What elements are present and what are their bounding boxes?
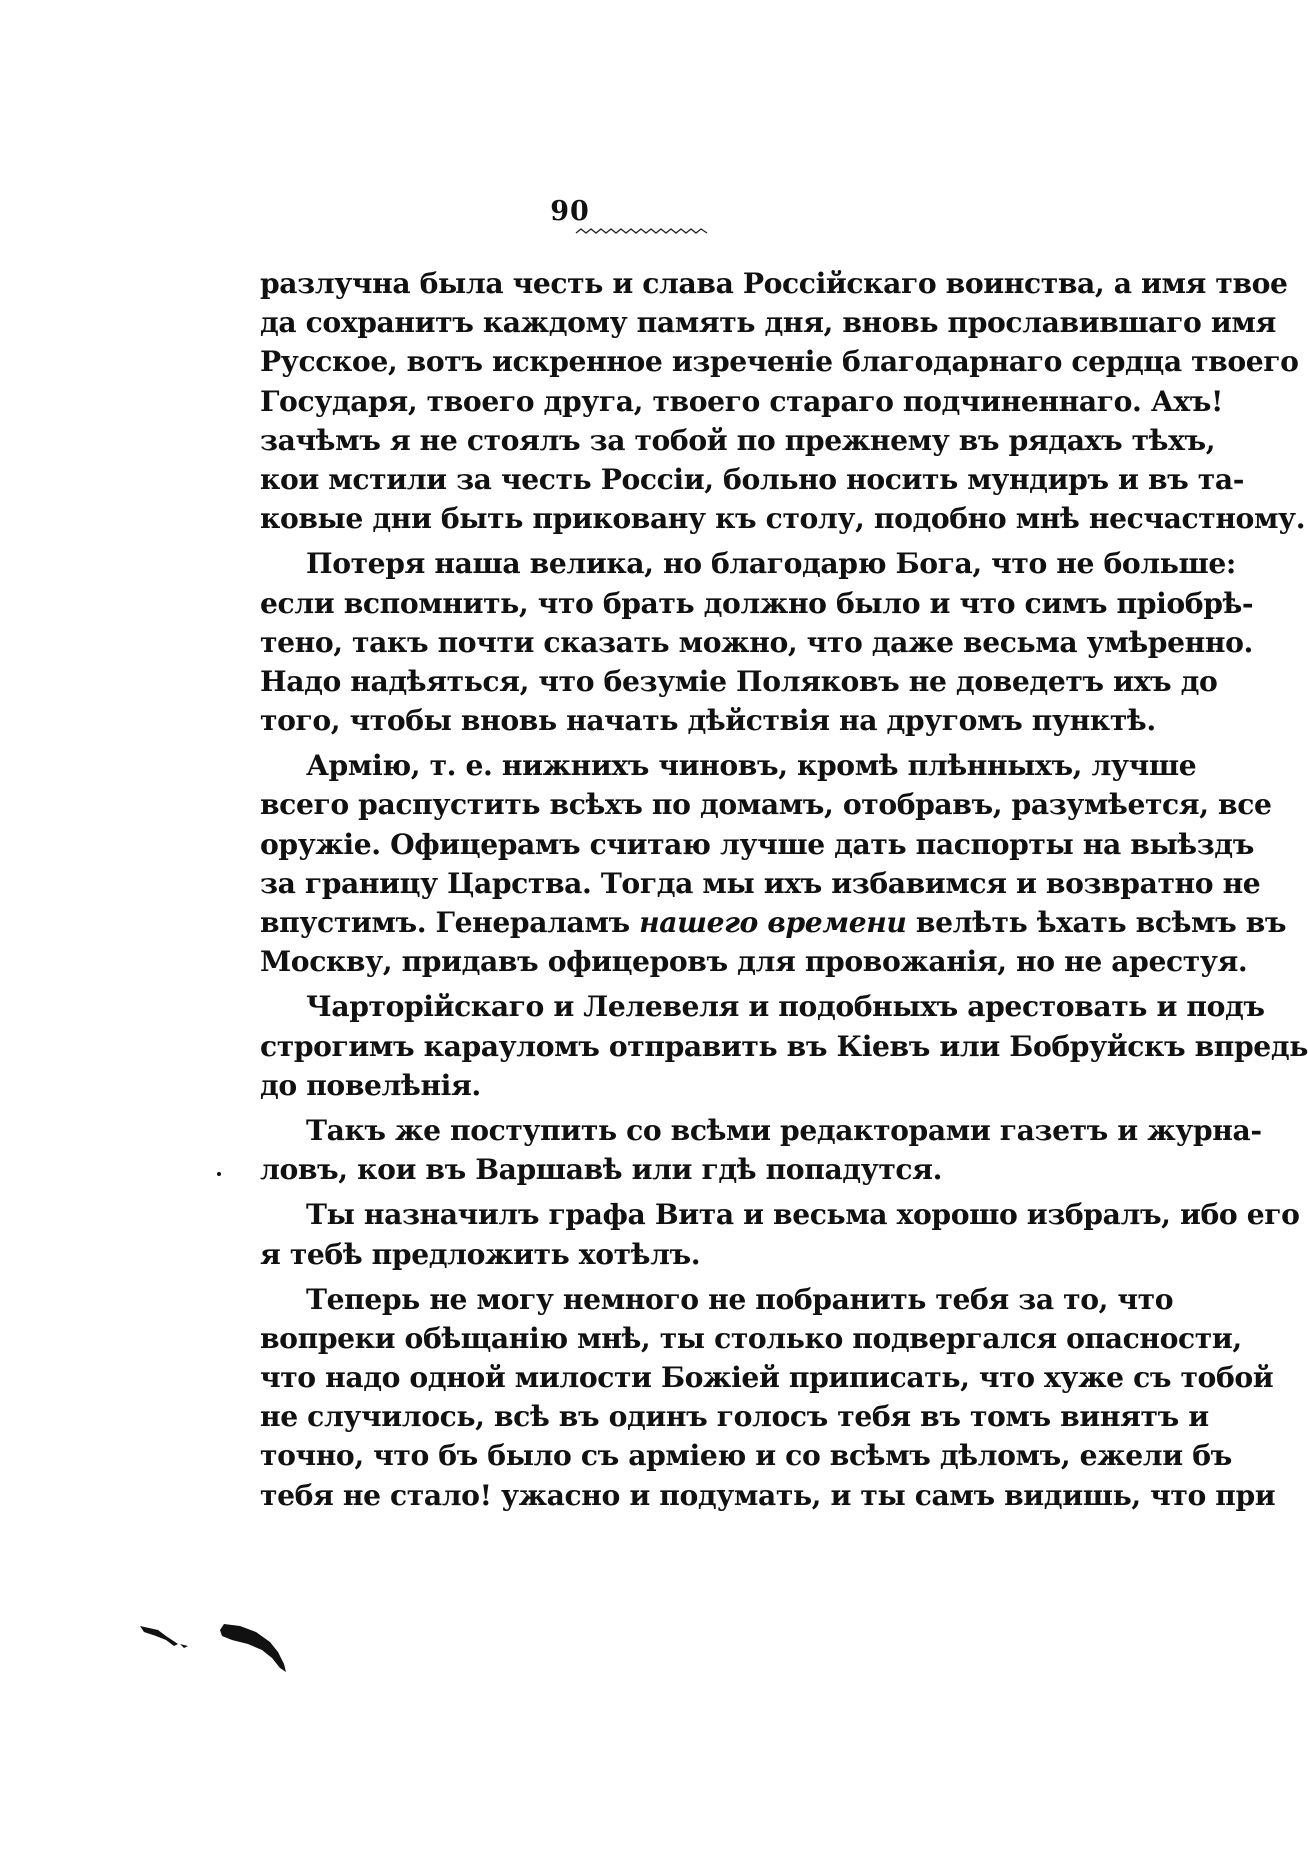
text-line: не случилось, всѣ въ одинъ голосъ тебя въ томъ винятъ и (260, 1400, 1209, 1434)
stray-dot-mark (217, 1172, 221, 1176)
text-line: что надо одной милости Божіей приписать, что хуже съ тобой (260, 1361, 1274, 1395)
page-number: 90 (550, 196, 590, 227)
text-line: тено, такъ почти сказать можно, что даже весьма умѣренно. (260, 625, 1253, 659)
text-line: Чарторійскаго и Лелевеля и подобныхъ арестовать и подъ (306, 990, 1265, 1024)
text-line: Теперь не могу немного не побранить тебя за то, что (306, 1282, 1174, 1316)
text-line: я тебѣ предложить хотѣлъ. (260, 1237, 701, 1271)
text-line: Москву, придавъ офицеровъ для провожанія, но не арестуя. (260, 945, 1248, 979)
wavy-rule-icon (576, 228, 708, 238)
text-span: велѣть ѣхать всѣмъ въ (906, 906, 1287, 939)
italic-phrase: нашего времени (639, 906, 907, 939)
text-line: разлучна была честь и слава Россійскаго воинства, а имя твое (260, 267, 1288, 300)
text-line: Такъ же поступить со всѣми редакторами газетъ и журна- (306, 1113, 1262, 1147)
text-line: Русское, вотъ искренное изреченіе благодарнаго сердца твоего (260, 345, 1299, 379)
text-line: оружіе. Офицерамъ считаю лучше дать паспорты на выѣздъ (260, 827, 1254, 861)
text-line: Потеря наша велика, но благодарю Бога, что не больше: (306, 547, 1236, 581)
text-line-with-italic (260, 903, 1287, 942)
text-line: ловъ, кои въ Варшавѣ или гдѣ попадутся. (260, 1153, 942, 1187)
text-line: всего распустить всѣхъ по домамъ, отобравъ, разумѣется, все (260, 788, 1272, 822)
text-line: за границу Царства. Тогда мы ихъ избавимся и возвратно не (260, 866, 1261, 900)
text-line: если вспомнить, что брать должно было и что симъ пріобрѣ- (260, 586, 1254, 620)
text-line: Государя, твоего друга, твоего стараго подчиненнаго. Ахъ! (260, 384, 1223, 418)
text-line: точно, что бъ было съ арміею и со всѣмъ дѣломъ, ежели бъ (260, 1439, 1232, 1473)
text-line: ковые дни быть приковану къ столу, подобно мнѣ несчастному. (260, 502, 1306, 536)
text-line: Ты назначилъ графа Вита и весьма хорошо избралъ, ибо его (306, 1198, 1300, 1232)
text-line: тебя не стало! ужасно и подумать, и ты самъ видишь, что при (260, 1478, 1276, 1512)
text-line: строгимъ карауломъ отправить въ Кіевъ или Бобруйскъ впредь (260, 1029, 1308, 1063)
text-line: Надо надѣяться, что безуміе Поляковъ не доведетъ ихъ до (260, 664, 1218, 698)
text-line: да сохранитъ каждому память дня, вновь прославившаго имя (260, 306, 1276, 340)
body-text (260, 264, 1308, 1515)
text-line: того, чтобы вновь начать дѣйствія на другомъ пунктѣ. (260, 704, 1156, 738)
ink-smudge-mark (136, 1618, 296, 1678)
text-line: кои мстили за честь Россіи, больно носить мундиръ и въ та- (260, 462, 1244, 496)
text-line: до повелѣнія. (260, 1068, 481, 1102)
text-line: вопреки обѣщанію мнѣ, ты столько подвергался опасности, (260, 1321, 1242, 1355)
text-span: впустимъ. Генераламъ (260, 906, 640, 939)
text-line: зачѣмъ я не стоялъ за тобой по прежнему въ рядахъ тѣхъ, (260, 423, 1216, 457)
text-line: Армію, т. е. нижнихъ чиновъ, кромѣ плѣнныхъ, лучше (306, 749, 1197, 783)
